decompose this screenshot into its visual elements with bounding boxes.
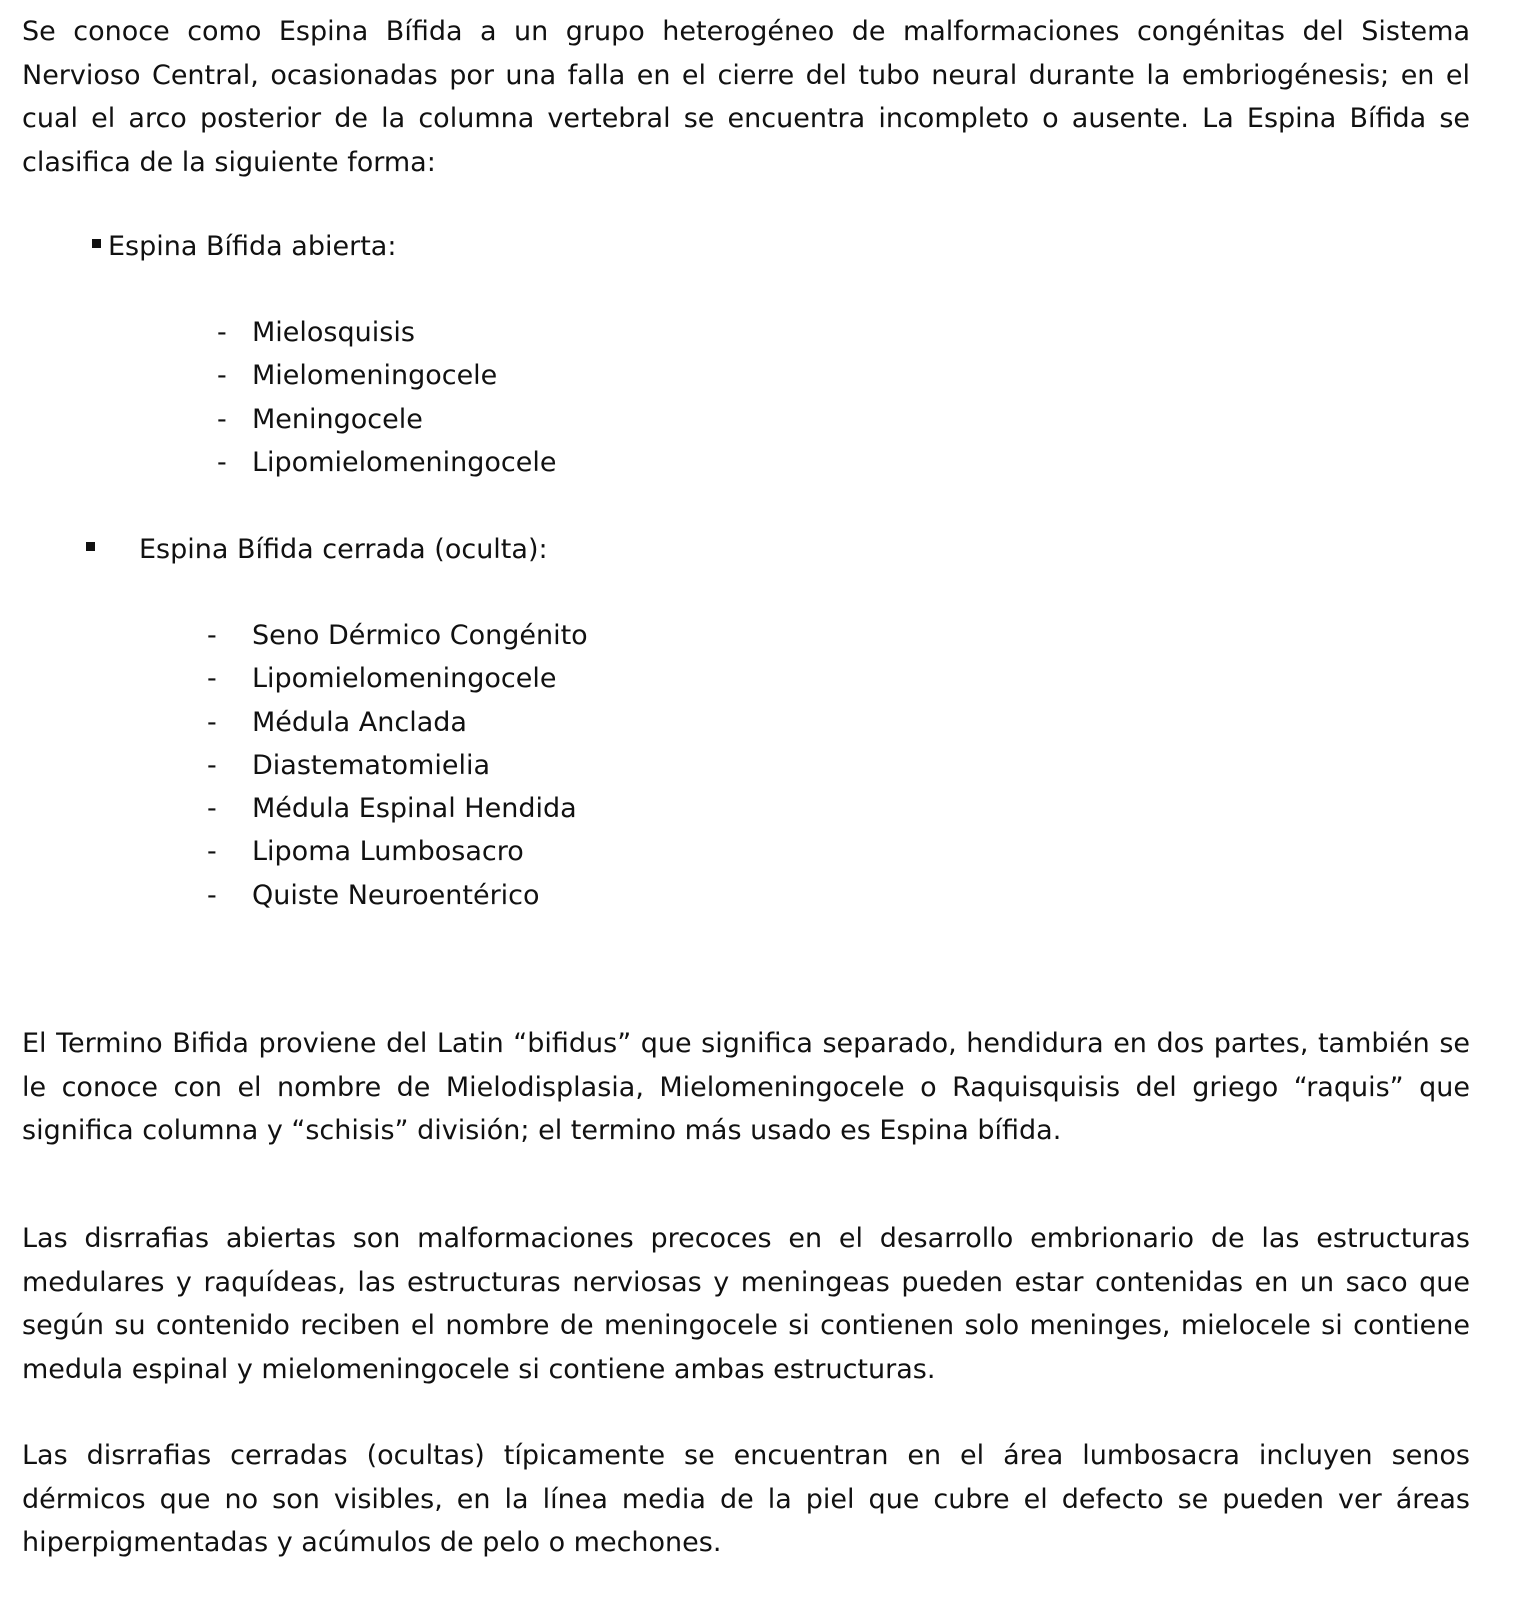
- open-dysraphism-paragraph: Las disrrafias abiertas son malformaciones precoces en el desarrollo embrionario de las estructuras medulares y raquídeas, las estructuras nerviosas y meningeas pueden estar contenidas en un saco que según su contenido reciben el nombre de meningocele si contienen solo meninges, mielocele si contiene medula espinal y mielomeningocele si contiene ambas estructuras.: [22, 1223, 1470, 1385]
- list-item-text: Lipoma Lumbosacro: [252, 836, 524, 868]
- closed-dysraphism-paragraph: Las disrrafias cerradas (ocultas) típicamente se encuentran en el área lumbosacra incluyen senos dérmicos que no son visibles, en la línea media de la piel que cubre el defecto se pueden ver áreas hiperpigmentadas y acúmulos de pelo o mechones.: [22, 1440, 1470, 1558]
- open-spina-bifida-heading: [92, 225, 396, 268]
- list-item: [207, 614, 588, 657]
- list-item-text: Lipomielomeningocele: [252, 446, 557, 478]
- list-item-text: Seno Dérmico Congénito: [252, 620, 588, 651]
- dash-marker: -: [217, 317, 227, 348]
- etymology-paragraph: El Termino Bifida proviene del Latin “bifidus” que significa separado, hendidura en dos partes, también se le conoce con el nombre de Mielodisplasia, Mielomeningocele o Raquisquisis del griego “raquis” que significa columna y “schisis” división; el termino más usado es Espina bífida.: [22, 1028, 1470, 1146]
- list-item: [207, 354, 557, 397]
- list-item-text: Lipomielomeningocele: [252, 663, 557, 695]
- list-item-text: Diastematomielia: [252, 749, 491, 781]
- list-item-text: Mielomeningocele: [252, 360, 498, 392]
- dash-marker: -: [217, 446, 227, 478]
- square-bullet-icon: [86, 542, 95, 551]
- closed-heading-text: Espina Bífida cerrada (oculta):: [139, 534, 548, 565]
- list-item: [207, 398, 557, 441]
- open-types-list: [207, 311, 557, 484]
- list-item: [207, 830, 588, 873]
- dash-marker: -: [207, 749, 217, 781]
- dash-marker: -: [207, 793, 217, 825]
- list-item: [207, 874, 588, 917]
- list-item-text: Mielosquisis: [252, 317, 415, 348]
- dash-marker: -: [207, 620, 217, 651]
- intro-paragraph: Se conoce como Espina Bífida a un grupo heterogéneo de malformaciones congénitas del Sistema Nervioso Central, ocasionadas por una falla en el cierre del tubo neural durante la embriogénesis; en el cual el arco posterior de la columna vertebral se encuentra incompleto o ausente. La Espina Bífida se clasifica de la siguiente forma:: [22, 16, 1470, 178]
- list-item-text: Meningocele: [252, 403, 423, 435]
- list-item: [207, 744, 588, 787]
- list-item: [207, 787, 588, 830]
- list-item: [207, 311, 557, 354]
- closed-spina-bifida-heading: [86, 528, 548, 571]
- dash-marker: -: [207, 879, 217, 911]
- square-bullet-icon: [92, 239, 101, 248]
- dash-marker: -: [207, 663, 217, 695]
- list-item: [207, 701, 588, 744]
- dash-marker: -: [207, 706, 217, 738]
- dash-marker: -: [217, 403, 227, 435]
- dash-marker: -: [217, 360, 227, 392]
- dash-marker: -: [207, 836, 217, 868]
- open-heading-text: Espina Bífida abierta:: [108, 231, 397, 262]
- list-item-text: Médula Espinal Hendida: [252, 793, 577, 825]
- list-item-text: Médula Anclada: [252, 706, 467, 738]
- list-item: [207, 441, 557, 484]
- list-item: [207, 657, 588, 700]
- closed-types-list: [207, 614, 588, 917]
- list-item-text: Quiste Neuroentérico: [252, 879, 540, 911]
